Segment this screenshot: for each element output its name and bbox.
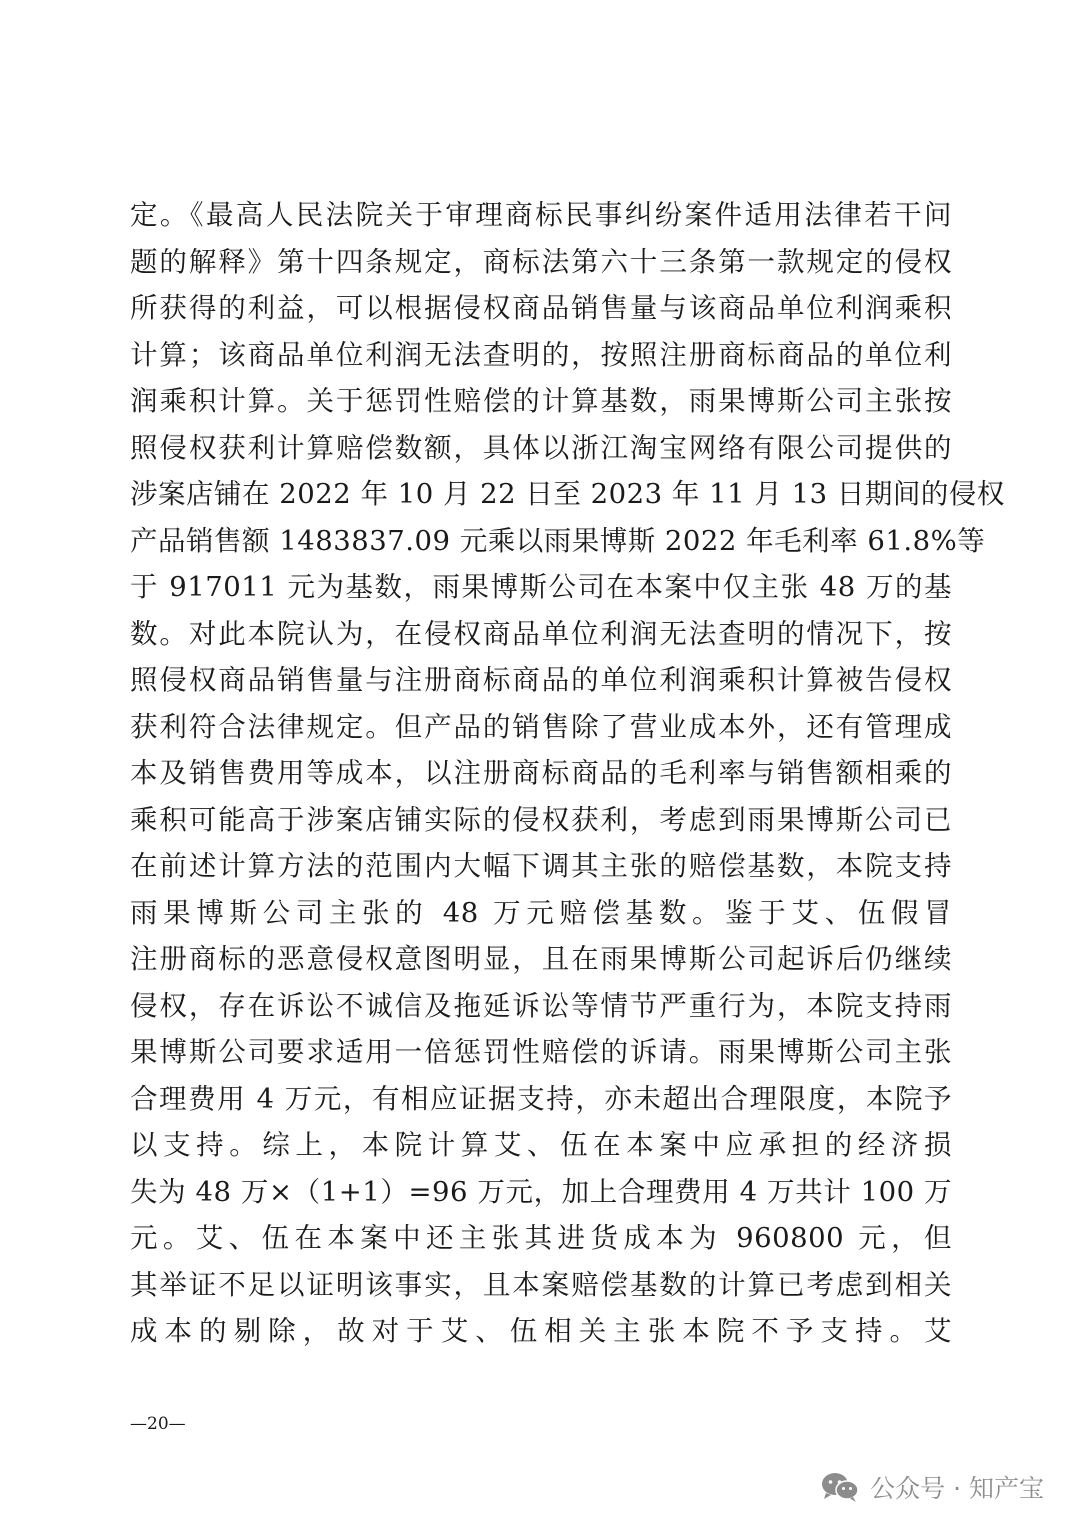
text-segment: 相关主张本院不予支持。艾 <box>544 1315 953 1347</box>
text-line: 合理费用 4 万元，有相应证据支持，亦未超出合理限度，本院予 <box>130 1082 952 1115</box>
text-line: 所获得的利益，可以根据侵权商品销售量与该商品单位利润乘积 <box>130 292 952 324</box>
page-number: —20— <box>130 1414 186 1434</box>
body-text <box>130 192 1005 1355</box>
text-line: 涉案店铺在 2022 年 10 月 22 日至 2023 年 11 月 13 日期间的侵权 <box>130 478 1005 510</box>
text-line: 其举证不足以证明该事实，且本案赔偿基数的计算已考虑到相关 <box>130 1268 952 1301</box>
text-line: 计算；该商品单位利润无法查明的，按照注册商标商品的单位利 <box>130 338 952 371</box>
text-line: 注册商标的恶意侵权意图明显，且在雨果博斯公司起诉后仍继续 <box>130 943 952 975</box>
watermark-text: 公众号 · 知产宝 <box>870 1474 1044 1503</box>
text-segment: 、伍 <box>527 1129 594 1161</box>
text-line: 获利符合法律规定。但产品的销售除了营业成本外，还有管理成 <box>130 710 952 743</box>
text-line: 乘积可能高于涉案店铺实际的侵权获利，考虑到雨果博斯公司已 <box>130 803 952 836</box>
text-line: 产品销售额 1483837.09 元乘以雨果博斯 2022 年毛利率 61.8%等 <box>130 524 986 557</box>
text-segment: 在本案中还主张其进货成本为 960800 元，但 <box>294 1222 953 1254</box>
text-segment: 假冒 <box>890 896 953 929</box>
text-segment: 、伍 <box>228 1222 295 1254</box>
text-line: 在前述计算方法的范围内大幅下调其主张的赔偿基数，本院支持 <box>130 850 952 882</box>
text-line: 题的解释》第十四条规定，商标法第六十三条第一款规定的侵权 <box>130 245 952 278</box>
wechat-icon <box>820 1471 860 1503</box>
text-line: 果博斯公司要求适用一倍惩罚性赔偿的诉请。雨果博斯公司主张 <box>130 1036 952 1068</box>
text-segment: 成本的剔除，故对于艾 <box>130 1315 476 1347</box>
text-line <box>130 1308 952 1355</box>
text-line: 润乘积计算。关于惩罚性赔偿的计算基数，雨果博斯公司主张按 <box>130 385 952 417</box>
text-line <box>130 890 952 937</box>
text-line <box>130 1215 952 1262</box>
watermark <box>820 1469 1044 1505</box>
text-line: 数。对此本院认为，在侵权商品单位利润无法查明的情况下，按 <box>130 617 952 650</box>
text-line: 侵权，存在诉讼不诚信及拖延诉讼等情节严重行为，本院支持雨 <box>130 989 952 1022</box>
text-line <box>130 1122 952 1169</box>
text-segment: 雨果博斯公司主张的 48 万元赔偿基数。鉴于艾 <box>130 896 825 929</box>
text-line: 于 917011 元为基数，雨果博斯公司在本案中仅主张 48 万的基 <box>130 571 952 603</box>
text-line: 定。《最高人民法院关于审理商标民事纠纷案件适用法律若干问 <box>130 199 952 231</box>
text-line: 失为 48 万×（1+1）=96 万元，加上合理费用 4 万共计 100 万 <box>130 1175 952 1208</box>
text-line: 照侵权商品销售量与注册商标商品的单位利润乘积计算被告侵权 <box>130 664 952 696</box>
text-segment: 在本案中应承担的经济损 <box>593 1129 953 1161</box>
text-segment: 、伍 <box>824 896 891 929</box>
text-line: 照侵权获利计算赔偿数额，具体以浙江淘宝网络有限公司提供的 <box>130 431 952 464</box>
text-segment: 、伍 <box>475 1315 545 1347</box>
text-segment: 以支持。综上，本院计算艾 <box>130 1129 527 1161</box>
text-line: 本及销售费用等成本，以注册商标商品的毛利率与销售额相乘的 <box>130 757 952 789</box>
text-segment: 元。艾 <box>130 1222 229 1254</box>
